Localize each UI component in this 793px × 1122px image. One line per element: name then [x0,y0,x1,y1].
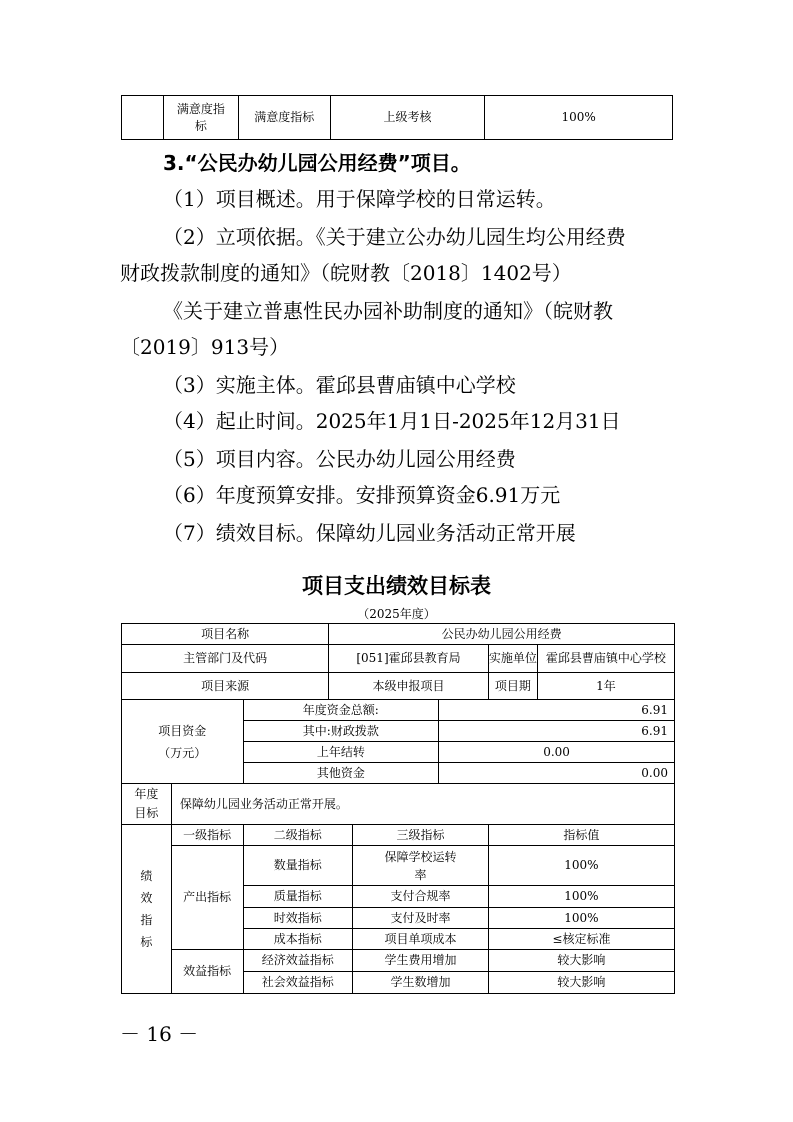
fund-row-label: 其他资金 [243,763,439,784]
fund-row-value: 0.00 [439,742,675,763]
table-cell: 满意度指标 [238,96,330,140]
period-label: 项目期 [488,673,537,700]
performance-target-table [121,623,675,994]
l3-indicator: 项目单项成本 [353,929,489,950]
fund-row-label: 上年结转 [243,742,439,763]
annual-goal-label: 年度 [134,787,159,801]
header-l2: 二级指标 [243,825,353,846]
annual-goal-label-cell [122,784,172,825]
period-value: 1年 [537,673,674,700]
impl-value: 霍邱县曹庙镇中心学校 [537,645,674,673]
perf-label-char: 标 [140,935,153,949]
header-value: 指标值 [488,825,674,846]
paragraph: 〔2019〕913号） [120,335,290,359]
fund-row-value: 6.91 [439,700,675,721]
l2-indicator: 成本指标 [243,929,353,950]
funds-unit: （万元） [158,745,207,760]
table-row [122,673,675,700]
l2-indicator: 社会效益指标 [243,972,353,994]
output-indicator-label: 产出指标 [171,846,243,950]
header-l1: 一级指标 [171,825,243,846]
paragraph: （1）项目概述。用于保障学校的日常运转。 [163,187,556,211]
impl-label: 实施单位 [488,645,537,673]
paragraph: 《关于建立普惠性民办园补助制度的通知》（皖财教 [163,299,613,323]
table-year: （2025年度） [357,607,436,621]
table-title: 项目支出绩效目标表 [302,574,491,598]
perf-label-char: 效 [140,891,153,905]
l3-indicator: 保障学校运转 [384,849,457,864]
paragraph: （7）绩效目标。保障幼儿园业务活动正常开展 [163,521,576,545]
benefit-indicator-label: 效益指标 [171,950,243,994]
source-label: 项目来源 [122,673,329,700]
perf-indicator-label-cell [122,825,172,994]
paragraph: （4）起止时间。2025年1月1日-2025年12月31日 [163,409,621,433]
l2-indicator: 数量指标 [243,846,353,886]
l3-indicator: 学生数增加 [353,972,489,994]
paragraph: 财政拨款制度的通知》（皖财教〔2018〕1402号） [120,261,572,285]
l3-indicator: 支付及时率 [353,908,489,929]
table-row [122,825,675,846]
paragraph: （5）项目内容。公民办幼儿园公用经费 [163,447,516,471]
paragraph: （3）实施主体。霍邱县曹庙镇中心学校 [163,373,516,397]
table-row [122,846,675,886]
previous-table-tail [121,95,673,140]
source-value: 本级申报项目 [329,673,489,700]
indicator-value: 100% [488,908,674,929]
table-row [122,700,675,721]
section-heading: 3.“公民办幼儿园公用经费”项目。 [163,151,471,175]
project-name-label: 项目名称 [122,624,329,645]
indicator-value: 较大影响 [488,950,674,972]
header-l3: 三级指标 [353,825,489,846]
annual-goal-value: 保障幼儿园业务活动正常开展。 [171,784,674,825]
l3-indicator: 支付合规率 [353,886,489,908]
page-number: － 16 － [120,1022,199,1046]
cell-text: 满意度指标 [176,101,225,133]
l2-indicator: 时效指标 [243,908,353,929]
funds-label-cell [122,700,244,784]
table-cell: 上级考核 [330,96,485,140]
annual-goal-label: 目标 [134,806,159,820]
indicator-value: 较大影响 [488,972,674,994]
table-row [122,645,675,673]
indicator-value: 100% [488,846,674,886]
l2-indicator: 质量指标 [243,886,353,908]
fund-row-value: 0.00 [439,763,675,784]
perf-label-char: 绩 [140,869,153,883]
dept-value: [051]霍邱县教育局 [329,645,489,673]
table-row [122,624,675,645]
perf-label-char: 指 [140,913,153,927]
table-row [122,950,675,972]
table-cell: 100% [485,96,673,140]
l3-indicator: 学生费用增加 [353,950,489,972]
funds-label: 项目资金 [158,723,207,738]
l3-indicator-cell [353,846,489,886]
fund-row-label: 年度资金总额: [243,700,439,721]
table-row [122,96,673,140]
fund-row-label: 其中:财政拨款 [243,721,439,742]
fund-row-value: 6.91 [439,721,675,742]
dept-label: 主管部门及代码 [122,645,329,673]
paragraph: （2）立项依据。《关于建立公办幼儿园生均公用经费 [163,225,626,249]
l2-indicator: 经济效益指标 [243,950,353,972]
project-name-value: 公民办幼儿园公用经费 [329,624,675,645]
l3-indicator: 率 [414,867,427,882]
indicator-value: 100% [488,886,674,908]
table-cell [122,96,164,140]
table-row [122,784,675,825]
indicator-value: ≤核定标准 [488,929,674,950]
paragraph: （6）年度预算安排。安排预算资金6.91万元 [163,483,561,507]
table-cell [163,96,238,140]
